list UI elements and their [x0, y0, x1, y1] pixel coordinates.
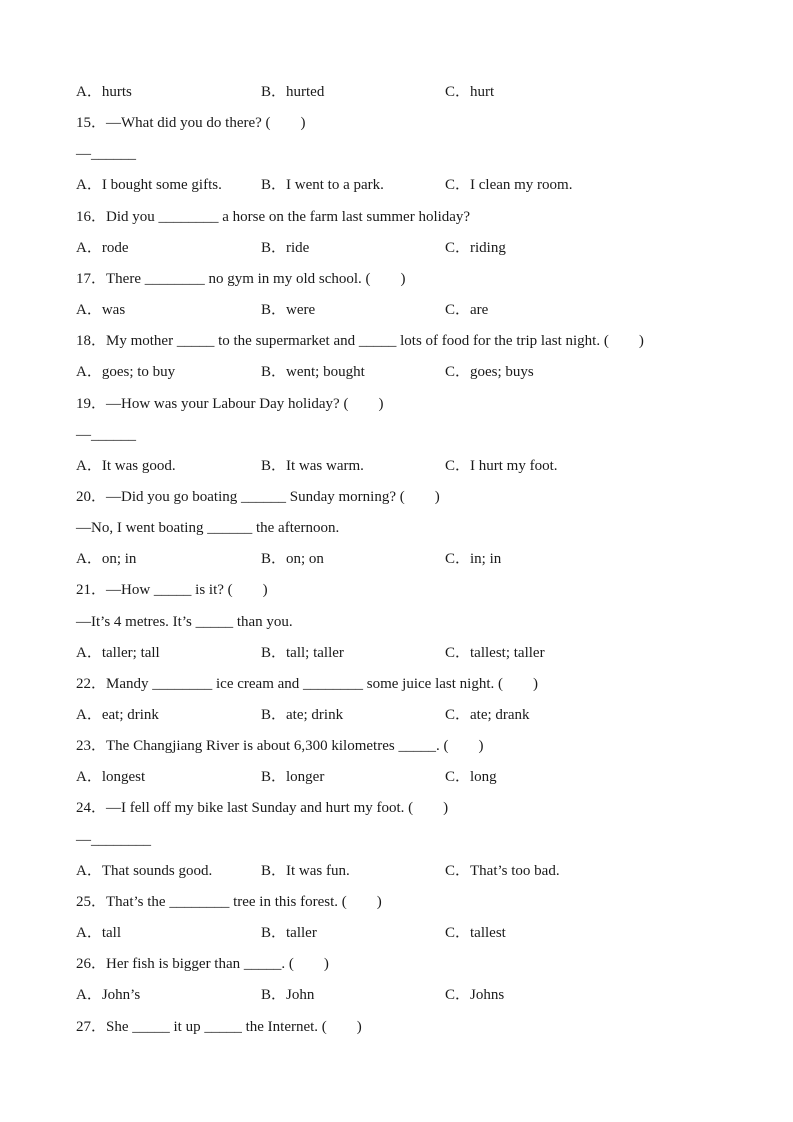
- option-a: A．was: [76, 302, 126, 318]
- option-a: A．longest: [76, 769, 146, 786]
- option-b: B．I went to a park.: [261, 177, 384, 194]
- question-text: 20．—Did you go boating ______ Sunday morning? ( ): [76, 488, 440, 505]
- option-a: A．eat; drink: [76, 707, 159, 723]
- option-c: C．tallest: [445, 925, 506, 941]
- option-b: B．ate; drink: [261, 707, 344, 723]
- question-text: 25．That’s the ________ tree in this forest. ( ): [76, 893, 382, 910]
- question-text: 19．—How was your Labour Day holiday? ( ): [76, 395, 384, 412]
- option-c: C．riding: [445, 239, 506, 256]
- option-c: C．I hurt my foot.: [445, 457, 558, 474]
- option-a: A．It was good.: [76, 457, 176, 474]
- answer-options-row: [76, 81, 716, 103]
- option-a: A．rode: [76, 239, 129, 256]
- question-text: 15．—What did you do there? ( ): [76, 115, 306, 132]
- question-text: 18．My mother _____ to the supermarket and _____ lots of food for the trip last night. ( ): [76, 333, 644, 350]
- answer-options-row: [76, 361, 716, 383]
- option-a: A．on; in: [76, 551, 137, 568]
- option-c: C．hurt: [445, 84, 495, 100]
- answer-options-row: [76, 984, 716, 1006]
- answer-options-row: [76, 237, 716, 259]
- answer-options-row: [76, 455, 716, 477]
- option-c: C．in; in: [445, 551, 502, 568]
- answer-options-row: [76, 704, 716, 726]
- option-c: C．That’s too bad.: [445, 862, 560, 879]
- option-b: B．were: [261, 302, 316, 318]
- answer-options-row: [76, 766, 716, 788]
- question-text: 27．She _____ it up _____ the Internet. ( ): [76, 1018, 362, 1035]
- question-text: 24．—I fell off my bike last Sunday and hurt my foot. ( ): [76, 800, 449, 817]
- option-b: B．hurted: [261, 84, 325, 100]
- answer-options-row: [76, 860, 716, 882]
- question-text: 17．There ________ no gym in my old school. ( ): [76, 270, 406, 287]
- answer-options-row: [76, 922, 716, 944]
- dialogue-line: —It’s 4 metres. It’s _____ than you.: [76, 613, 293, 630]
- option-b: B．on; on: [261, 551, 324, 568]
- option-c: C．I clean my room.: [445, 177, 573, 194]
- option-c: C．ate; drank: [445, 707, 530, 723]
- option-a: A．hurts: [76, 84, 132, 100]
- dialogue-line: —______: [76, 146, 136, 163]
- option-c: C．goes; buys: [445, 364, 534, 381]
- option-b: B．taller: [261, 925, 317, 941]
- answer-options-row: [76, 174, 716, 196]
- question-text: 26．Her fish is bigger than _____. ( ): [76, 956, 329, 973]
- option-a: A．taller; tall: [76, 644, 160, 661]
- question-text: 16．Did you ________ a horse on the farm last summer holiday?: [76, 208, 471, 225]
- option-c: C．Johns: [445, 987, 505, 1004]
- question-text: 23．The Changjiang River is about 6,300 kilometres _____. ( ): [76, 738, 484, 755]
- question-text: 22．Mandy ________ ice cream and ________ some juice last night. ( ): [76, 675, 538, 692]
- answer-options-row: [76, 642, 716, 664]
- dialogue-line: —No, I went boating ______ the afternoon.: [76, 520, 340, 537]
- option-c: C．are: [445, 302, 489, 318]
- option-b: B．went; bought: [261, 364, 365, 381]
- answer-options-row: [76, 548, 716, 570]
- option-c: C．long: [445, 769, 497, 786]
- option-c: C．tallest; taller: [445, 644, 545, 661]
- dialogue-line: —________: [76, 831, 151, 848]
- option-b: B．John: [261, 987, 315, 1004]
- question-text: 21．—How _____ is it? ( ): [76, 582, 268, 599]
- option-b: B．tall; taller: [261, 644, 344, 661]
- answer-options-row: [76, 299, 716, 321]
- dialogue-line: —______: [76, 426, 136, 443]
- option-b: B．It was fun.: [261, 862, 350, 879]
- option-b: B．ride: [261, 239, 310, 256]
- option-a: A．goes; to buy: [76, 364, 176, 381]
- option-a: A．tall: [76, 925, 121, 941]
- option-a: A．John’s: [76, 987, 141, 1004]
- option-a: A．I bought some gifts.: [76, 177, 222, 194]
- option-b: B．It was warm.: [261, 457, 364, 474]
- option-b: B．longer: [261, 769, 325, 786]
- option-a: A．That sounds good.: [76, 862, 213, 879]
